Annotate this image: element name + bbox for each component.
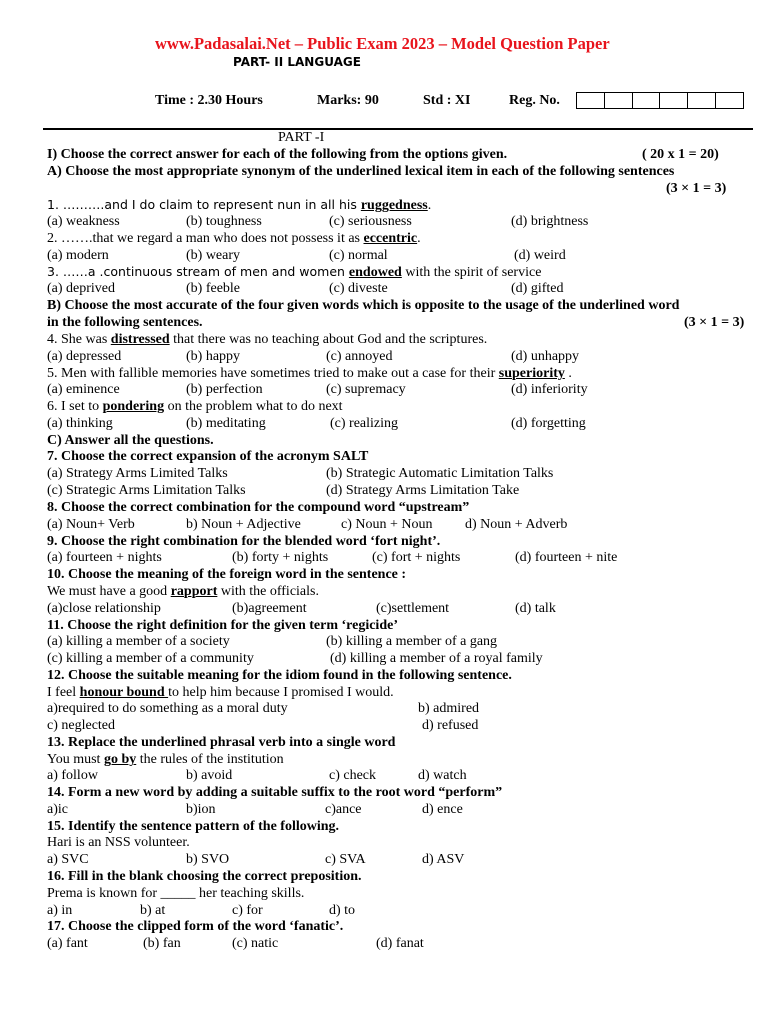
q4-option-d[interactable]: (d) unhappy [511,349,580,364]
reg-no-label: Reg. No. [509,93,560,108]
q7-option-c[interactable]: (c) Strategic Arms Limitation Talks [47,483,246,498]
q4-option-b[interactable]: (b) happy [186,349,241,364]
section-b-instruction-line2: in the following sentences. [47,315,203,330]
paper-title: www.Padasalai.Net – Public Exam 2023 – Model Question Paper [155,34,610,53]
q15-option-c[interactable]: c) SVA [325,852,366,867]
time-info: Time : 2.30 Hours [155,93,263,108]
q9-option-b[interactable]: (b) forty + nights [232,550,329,565]
q6-option-d[interactable]: (d) forgetting [511,416,586,431]
section-i-instruction: I) Choose the correct answer for each of the following from the options given. [47,147,508,162]
q8-option-d[interactable]: d) Noun + Adverb [465,517,568,532]
q15-option-a[interactable]: a) SVC [47,852,89,867]
std-info: Std : XI [423,93,471,108]
question-9: 9. Choose the right combination for the blended word ‘fort night’. [47,534,441,549]
question-15: 15. Identify the sentence pattern of the following. [47,819,340,834]
q10-option-d[interactable]: (d) talk [515,601,556,616]
reg-no-cell[interactable] [660,93,688,108]
q4-option-c[interactable]: (c) annoyed [326,349,393,364]
q4-option-a[interactable]: (a) depressed [47,349,122,364]
marks-info: Marks: 90 [317,93,379,108]
reg-no-cell[interactable] [605,93,633,108]
section-i-marks: ( 20 x 1 = 20) [642,147,719,162]
q12-option-d[interactable]: d) refused [422,718,479,733]
q7-option-a[interactable]: (a) Strategy Arms Limited Talks [47,466,228,481]
q12-sentence: I feel honour bound to help him because I promised I would. [47,685,394,700]
question-11: 11. Choose the right definition for the given term ‘regicide’ [47,618,398,633]
q15-option-d[interactable]: d) ASV [422,852,465,867]
q10-option-b[interactable]: (b)agreement [232,601,307,616]
q10-sentence: We must have a good rapport with the officials. [47,584,319,599]
part-heading: PART -I [278,130,325,145]
section-b-marks: (3 × 1 = 3) [684,315,745,330]
q15-option-b[interactable]: b) SVO [186,852,230,867]
section-b-instruction-line1: B) Choose the most accurate of the four given words which is opposite to the usage of the underlined word [47,298,680,313]
q16-option-d[interactable]: d) to [329,903,356,918]
question-8: 8. Choose the correct combination for the compound word “upstream” [47,500,470,515]
question-14: 14. Form a new word by adding a suitable suffix to the root word “perform” [47,785,503,800]
q17-option-a[interactable]: (a) fant [47,936,88,951]
q16-option-b[interactable]: b) at [140,903,166,918]
question-3: 3. ……a .continuous stream of men and women endowed with the spirit of service [47,264,542,280]
question-17: 17. Choose the clipped form of the word ‘fanatic’. [47,919,344,934]
q16-option-a[interactable]: a) in [47,903,73,918]
question-7: 7. Choose the correct expansion of the acronym SALT [47,449,369,464]
q7-option-d[interactable]: (d) Strategy Arms Limitation Take [326,483,520,498]
q9-option-a[interactable]: (a) fourteen + nights [47,550,162,565]
q1-option-a[interactable]: (a) weakness [47,214,120,229]
q17-option-d[interactable]: (d) fanat [376,936,424,951]
section-a-marks: (3 × 1 = 3) [666,181,727,196]
q3-option-c[interactable]: (c) diveste [329,281,388,296]
q12-option-a[interactable]: a)required to do something as a moral duty [47,701,288,716]
q14-option-a[interactable]: a)ic [47,802,68,817]
q5-option-c[interactable]: (c) supremacy [326,382,406,397]
q1-option-b[interactable]: (b) toughness [186,214,262,229]
q14-option-b[interactable]: b)ion [186,802,216,817]
question-2: 2. …….that we regard a man who does not possess it as eccentric. [47,231,421,246]
q11-option-a[interactable]: (a) killing a member of a society [47,634,230,649]
q3-option-b[interactable]: (b) feeble [186,281,241,296]
q3-option-d[interactable]: (d) gifted [511,281,564,296]
q1-option-d[interactable]: (d) brightness [511,214,589,229]
q3-option-a[interactable]: (a) deprived [47,281,116,296]
q11-option-c[interactable]: (c) killing a member of a community [47,651,254,666]
section-c-instruction: C) Answer all the questions. [47,433,214,448]
q2-option-a[interactable]: (a) modern [47,248,109,263]
q6-option-c[interactable]: (c) realizing [330,416,399,431]
q13-option-a[interactable]: a) follow [47,768,98,783]
q8-option-b[interactable]: b) Noun + Adjective [186,517,301,532]
reg-no-cell[interactable] [688,93,716,108]
q12-option-b[interactable]: b) admired [418,701,480,716]
question-16: 16. Fill in the blank choosing the correct preposition. [47,869,362,884]
question-1: 1. ……….and I do claim to represent nun in all his ruggedness. [47,197,432,213]
q11-option-d[interactable]: (d) killing a member of a royal family [330,651,543,666]
q13-sentence: You must go by the rules of the institution [47,752,284,767]
question-5: 5. Men with fallible memories have sometimes tried to make out a case for their superiority . [47,366,572,381]
q15-sentence: Hari is an NSS volunteer. [47,835,190,850]
q17-option-c[interactable]: (c) natic [232,936,279,951]
q5-option-d[interactable]: (d) inferiority [511,382,588,397]
section-a-instruction: A) Choose the most appropriate synonym of the underlined lexical item in each of the following sentences [47,164,675,179]
q12-option-c[interactable]: c) neglected [47,718,116,733]
q16-option-c[interactable]: c) for [232,903,263,918]
q2-option-c[interactable]: (c) normal [329,248,388,263]
q10-option-a[interactable]: (a)close relationship [47,601,161,616]
q5-option-a[interactable]: (a) eminence [47,382,120,397]
question-10: 10. Choose the meaning of the foreign word in the sentence : [47,567,407,582]
reg-no-cell[interactable] [633,93,661,108]
reg-no-cell[interactable] [577,93,605,108]
q14-option-c[interactable]: c)ance [325,802,362,817]
q8-option-c[interactable]: c) Noun + Noun [341,517,433,532]
question-4: 4. She was distressed that there was no teaching about God and the scriptures. [47,332,488,347]
q11-option-b[interactable]: (b) killing a member of a gang [326,634,498,649]
question-13: 13. Replace the underlined phrasal verb into a single word [47,735,396,750]
q2-option-d[interactable]: (d) weird [514,248,566,263]
question-6: 6. I set to pondering on the problem what to do next [47,399,343,414]
paper-subtitle: PART- II LANGUAGE [233,55,361,69]
q1-option-c[interactable]: (c) seriousness [329,214,412,229]
q2-option-b[interactable]: (b) weary [186,248,241,263]
q13-option-c[interactable]: c) check [329,768,377,783]
q9-option-c[interactable]: (c) fort + nights [372,550,461,565]
q6-option-b[interactable]: (b) meditating [186,416,266,431]
q6-option-a[interactable]: (a) thinking [47,416,113,431]
q16-sentence: Prema is known for _____ her teaching skills. [47,886,305,901]
q7-option-b[interactable]: (b) Strategic Automatic Limitation Talks [326,466,554,481]
q13-option-b[interactable]: b) avoid [186,768,233,783]
q14-option-d[interactable]: d) ence [422,802,463,817]
header-divider [43,128,753,130]
question-12: 12. Choose the suitable meaning for the idiom found in the following sentence. [47,668,512,683]
q9-option-d[interactable]: (d) fourteen + nite [515,550,618,565]
reg-no-boxes[interactable] [576,92,744,109]
q5-option-b[interactable]: (b) perfection [186,382,263,397]
q13-option-d[interactable]: d) watch [418,768,467,783]
q17-option-b[interactable]: (b) fan [143,936,181,951]
q8-option-a[interactable]: (a) Noun+ Verb [47,517,135,532]
reg-no-cell[interactable] [716,93,743,108]
q10-option-c[interactable]: (c)settlement [376,601,450,616]
